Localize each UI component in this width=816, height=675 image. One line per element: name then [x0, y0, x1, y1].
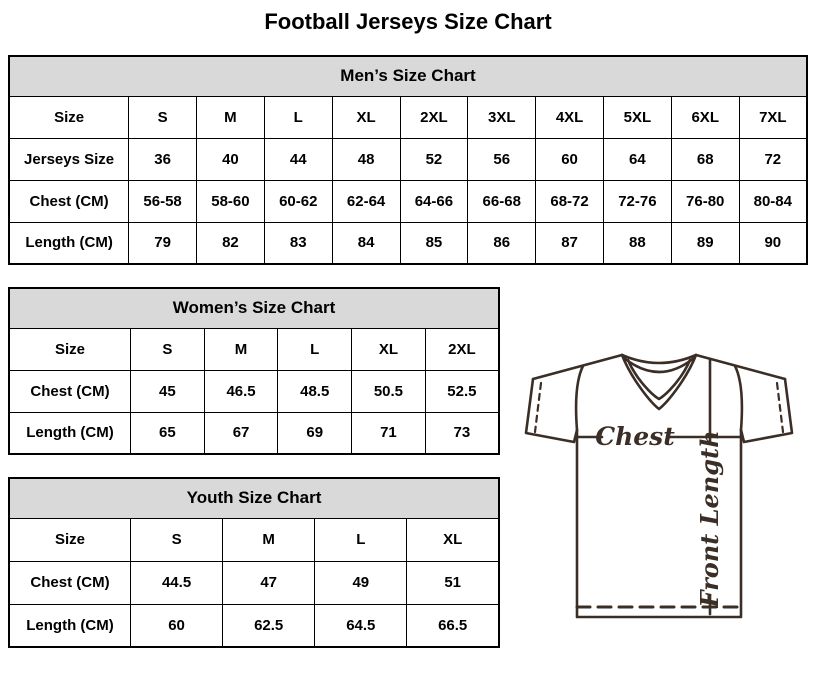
cell: 60-62 — [264, 180, 332, 222]
jersey-measurement-diagram — [505, 330, 816, 630]
cell: 58-60 — [197, 180, 265, 222]
cell: 79 — [129, 222, 197, 264]
cell: 49 — [315, 561, 407, 604]
cell: 48.5 — [278, 370, 352, 412]
cell: 40 — [197, 138, 265, 180]
cell: L — [264, 96, 332, 138]
table-row — [9, 222, 807, 264]
youth-size-table — [8, 477, 500, 648]
table-row — [9, 56, 807, 96]
cell: 64-66 — [400, 180, 468, 222]
cell: XL — [407, 518, 499, 561]
jersey-left-cuff-dashed-line — [535, 383, 541, 432]
cell: 62.5 — [223, 604, 315, 647]
row-label-cell: Chest (CM) — [9, 180, 129, 222]
cell: L — [315, 518, 407, 561]
cell: 67 — [204, 412, 278, 454]
jersey-left-shoulder-line — [533, 355, 622, 379]
cell: 86 — [468, 222, 536, 264]
table-row — [9, 604, 499, 647]
table-row — [9, 518, 499, 561]
cell: 6XL — [671, 96, 739, 138]
cell: 60 — [131, 604, 223, 647]
cell: 72-76 — [603, 180, 671, 222]
jersey-diagram-svg — [505, 330, 816, 630]
cell: 71 — [352, 412, 426, 454]
cell: 52.5 — [425, 370, 499, 412]
cell: 60 — [536, 138, 604, 180]
cell: 80-84 — [739, 180, 807, 222]
cell: 7XL — [739, 96, 807, 138]
table-row — [9, 412, 499, 454]
cell: 2XL — [425, 328, 499, 370]
cell: 68-72 — [536, 180, 604, 222]
cell: 76-80 — [671, 180, 739, 222]
cell: 66.5 — [407, 604, 499, 647]
cell: S — [131, 518, 223, 561]
front-length-label: Front Length — [695, 430, 724, 608]
cell: S — [129, 96, 197, 138]
cell: L — [278, 328, 352, 370]
cell: 69 — [278, 412, 352, 454]
cell: 4XL — [536, 96, 604, 138]
table-row — [9, 138, 807, 180]
cell: 72 — [739, 138, 807, 180]
row-label-cell: Length (CM) — [9, 222, 129, 264]
cell: 66-68 — [468, 180, 536, 222]
jersey-left-sleeve — [526, 379, 577, 442]
cell: 83 — [264, 222, 332, 264]
row-label-cell: Jerseys Size — [9, 138, 129, 180]
cell: 36 — [129, 138, 197, 180]
cell: 73 — [425, 412, 499, 454]
youth-table-title: Youth Size Chart — [9, 478, 499, 518]
table-row — [9, 96, 807, 138]
cell: 47 — [223, 561, 315, 604]
cell: 85 — [400, 222, 468, 264]
row-label-cell: Length (CM) — [9, 412, 131, 454]
cell: XL — [352, 328, 426, 370]
cell: 62-64 — [332, 180, 400, 222]
cell: 84 — [332, 222, 400, 264]
cell: 48 — [332, 138, 400, 180]
cell: 46.5 — [204, 370, 278, 412]
table-row — [9, 561, 499, 604]
men-size-table — [8, 55, 808, 265]
table-row — [9, 180, 807, 222]
cell: 56-58 — [129, 180, 197, 222]
cell: 65 — [131, 412, 205, 454]
cell: M — [223, 518, 315, 561]
cell: 45 — [131, 370, 205, 412]
cell: 87 — [536, 222, 604, 264]
cell: 44.5 — [131, 561, 223, 604]
jersey-right-armhole-seam — [735, 366, 742, 430]
cell: 89 — [671, 222, 739, 264]
cell: 44 — [264, 138, 332, 180]
row-label-cell: Size — [9, 518, 131, 561]
row-label-cell: Length (CM) — [9, 604, 131, 647]
table-row — [9, 328, 499, 370]
cell: 5XL — [603, 96, 671, 138]
cell: 2XL — [400, 96, 468, 138]
cell: 64 — [603, 138, 671, 180]
women-table-title: Women’s Size Chart — [9, 288, 499, 328]
jersey-collar-back-arc — [622, 355, 696, 363]
row-label-cell: Size — [9, 328, 131, 370]
cell: M — [197, 96, 265, 138]
cell: 56 — [468, 138, 536, 180]
cell: M — [204, 328, 278, 370]
cell: 68 — [671, 138, 739, 180]
row-label-cell: Chest (CM) — [9, 370, 131, 412]
jersey-right-sleeve — [741, 379, 792, 442]
cell: 3XL — [468, 96, 536, 138]
cell: 50.5 — [352, 370, 426, 412]
chest-label: Chest — [595, 422, 675, 451]
cell: XL — [332, 96, 400, 138]
table-row — [9, 370, 499, 412]
men-table-title: Men’s Size Chart — [9, 56, 807, 96]
table-row — [9, 288, 499, 328]
cell: 52 — [400, 138, 468, 180]
cell: 82 — [197, 222, 265, 264]
cell: 64.5 — [315, 604, 407, 647]
cell: 51 — [407, 561, 499, 604]
row-label-cell: Size — [9, 96, 129, 138]
cell: S — [131, 328, 205, 370]
page-title: Football Jerseys Size Chart — [264, 9, 552, 34]
jersey-right-cuff-dashed-line — [777, 383, 783, 432]
row-label-cell: Chest (CM) — [9, 561, 131, 604]
cell: 88 — [603, 222, 671, 264]
jersey-left-armhole-seam — [576, 366, 583, 430]
table-row — [9, 478, 499, 518]
cell: 90 — [739, 222, 807, 264]
women-size-table — [8, 287, 500, 455]
